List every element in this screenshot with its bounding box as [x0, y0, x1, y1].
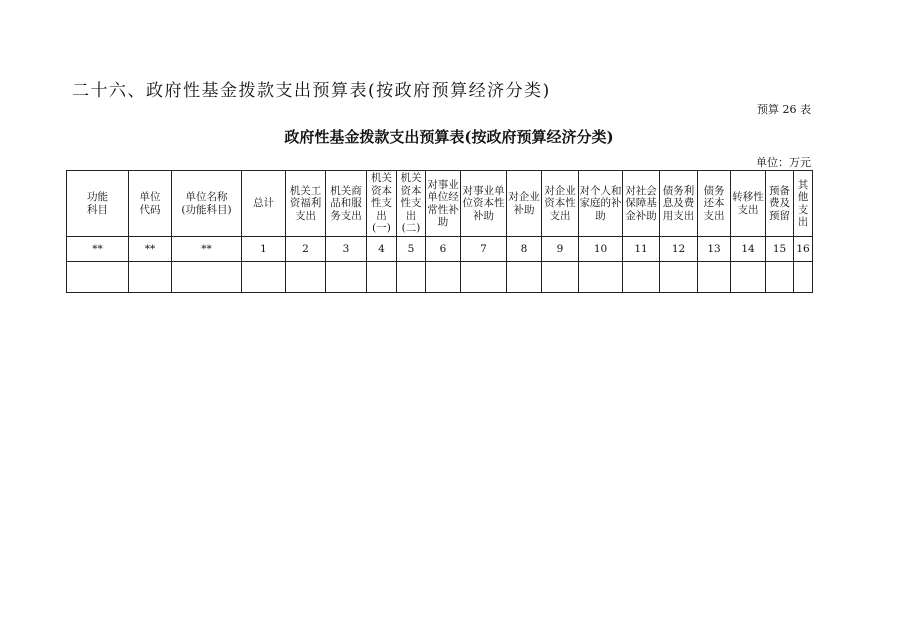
empty-cell — [326, 262, 367, 293]
header-cell: 总计 — [242, 171, 286, 237]
header-cell: 对企业 资本性 支出 — [542, 171, 579, 237]
empty-cell — [766, 262, 794, 293]
index-cell: ** — [172, 237, 242, 262]
empty-cell — [67, 262, 129, 293]
empty-cell — [794, 262, 813, 293]
empty-cell — [286, 262, 326, 293]
index-cell: 16 — [794, 237, 813, 262]
index-cell: ** — [129, 237, 172, 262]
empty-cell — [623, 262, 660, 293]
index-cell: 2 — [286, 237, 326, 262]
header-cell: 机关 资本 性支 出 (一) — [367, 171, 397, 237]
header-cell: 债务利 息及费 用支出 — [660, 171, 698, 237]
index-cell: 8 — [507, 237, 542, 262]
index-cell: 5 — [397, 237, 426, 262]
header-row — [67, 171, 813, 237]
budget-table — [66, 170, 813, 293]
header-cell: 对事业单 位资本性 补助 — [461, 171, 507, 237]
index-cell: 13 — [698, 237, 731, 262]
empty-data-row — [67, 262, 813, 293]
header-cell: 机关商 品和服 务支出 — [326, 171, 367, 237]
empty-cell — [242, 262, 286, 293]
header-cell: 其 他 支 出 — [794, 171, 813, 237]
index-cell: 7 — [461, 237, 507, 262]
index-cell: ** — [67, 237, 129, 262]
unit-label: 单位：万元 — [756, 156, 811, 169]
empty-cell — [698, 262, 731, 293]
empty-cell — [731, 262, 766, 293]
section-heading: 二十六、政府性基金拨款支出预算表(按政府预算经济分类) — [72, 81, 551, 101]
header-cell: 机关工 资福利 支出 — [286, 171, 326, 237]
index-cell: 9 — [542, 237, 579, 262]
header-cell: 转移性 支出 — [731, 171, 766, 237]
empty-cell — [426, 262, 461, 293]
header-cell: 对事业 单位经 常性补 助 — [426, 171, 461, 237]
index-cell: 6 — [426, 237, 461, 262]
index-cell: 4 — [367, 237, 397, 262]
header-cell: 预备 费及 预留 — [766, 171, 794, 237]
header-cell: 债务 还本 支出 — [698, 171, 731, 237]
index-cell: 15 — [766, 237, 794, 262]
empty-cell — [507, 262, 542, 293]
header-cell: 对企业 补助 — [507, 171, 542, 237]
index-row — [67, 237, 813, 262]
empty-cell — [461, 262, 507, 293]
empty-cell — [172, 262, 242, 293]
index-cell: 10 — [579, 237, 623, 262]
empty-cell — [367, 262, 397, 293]
header-cell: 单位名称 (功能科目) — [172, 171, 242, 237]
header-cell: 单位 代码 — [129, 171, 172, 237]
header-cell: 机关 资本 性支 出 (二) — [397, 171, 426, 237]
empty-cell — [579, 262, 623, 293]
index-cell: 12 — [660, 237, 698, 262]
index-cell: 1 — [242, 237, 286, 262]
table-number: 预算 26 表 — [757, 103, 811, 116]
empty-cell — [660, 262, 698, 293]
table-title: 政府性基金拨款支出预算表(按政府预算经济分类) — [284, 128, 614, 146]
index-cell: 11 — [623, 237, 660, 262]
empty-cell — [397, 262, 426, 293]
index-cell: 3 — [326, 237, 367, 262]
header-cell: 对社会 保障基 金补助 — [623, 171, 660, 237]
empty-cell — [542, 262, 579, 293]
index-cell: 14 — [731, 237, 766, 262]
empty-cell — [129, 262, 172, 293]
header-cell: 功能 科目 — [67, 171, 129, 237]
header-cell: 对个人和 家庭的补 助 — [579, 171, 623, 237]
